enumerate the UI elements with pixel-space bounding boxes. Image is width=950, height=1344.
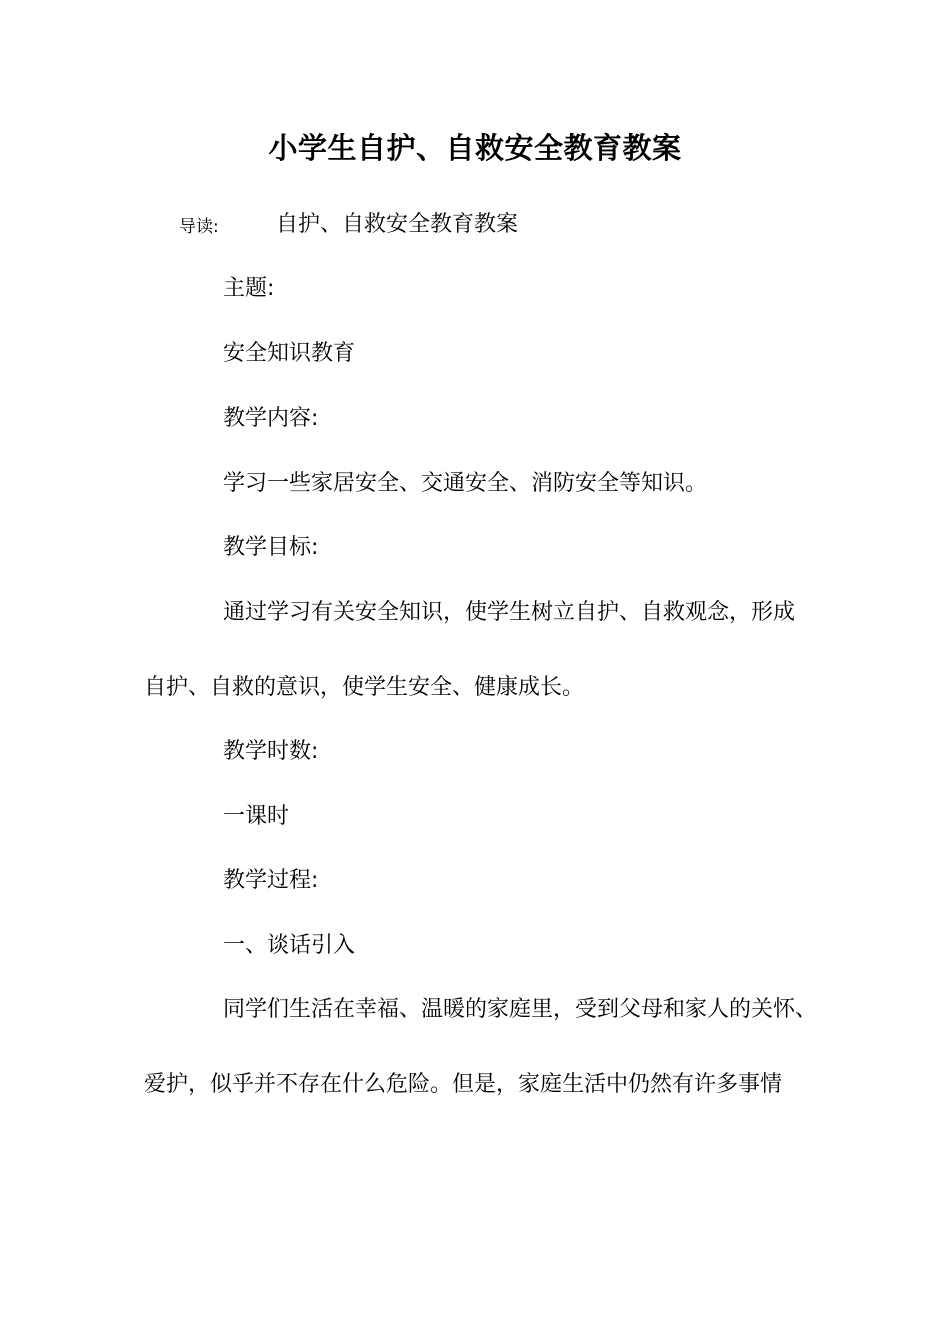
intro-text: 自护、自救安全教育教案: [276, 212, 519, 237]
process-heading: 教学过程:: [223, 868, 319, 893]
content-text: 学习一些家居安全、交通安全、消防安全等知识。: [223, 471, 708, 496]
hours-heading: 教学时数:: [223, 739, 319, 764]
document-title: 小学生自护、自救安全教育教案: [268, 131, 682, 165]
intro-label: 导读:: [179, 217, 219, 237]
theme-heading: 主题:: [223, 276, 275, 301]
goal-text-line-2: 自护、自救的意识，使学生安全、健康成长。: [144, 675, 585, 700]
body-paragraph-line-1: 同学们生活在幸福、温暖的家庭里，受到父母和家人的关怀、: [223, 997, 818, 1022]
goal-heading: 教学目标:: [223, 535, 319, 560]
hours-text: 一课时: [223, 804, 290, 829]
theme-text: 安全知识教育: [223, 341, 356, 366]
content-heading: 教学内容:: [223, 406, 319, 431]
goal-text-line-1: 通过学习有关安全知识，使学生树立自护、自救观念，形成: [223, 600, 796, 625]
section-one-heading: 一、谈话引入: [223, 933, 356, 958]
body-paragraph-line-2: 爱护，似乎并不存在什么危险。但是，家庭生活中仍然有许多事情: [144, 1072, 783, 1097]
